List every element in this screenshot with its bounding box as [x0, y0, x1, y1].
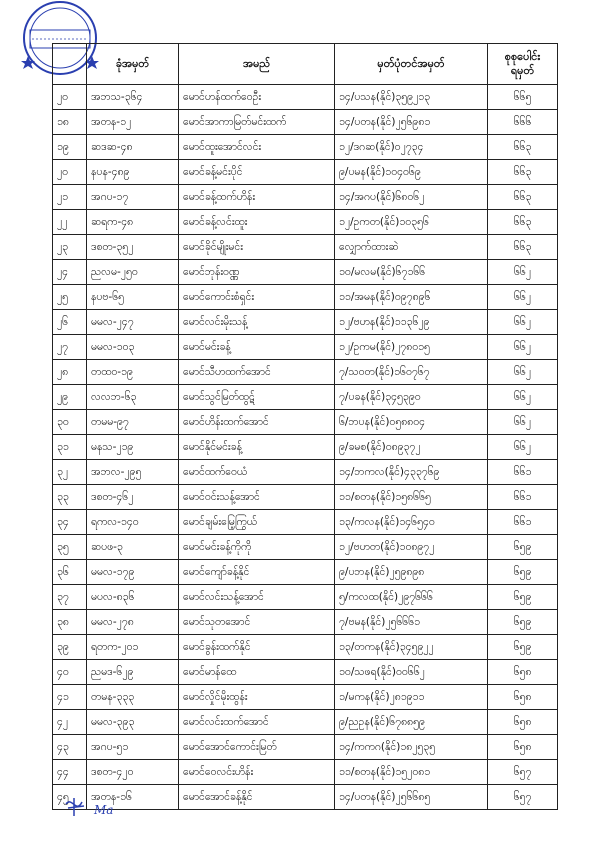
- row-number: ၁၈: [53, 110, 87, 135]
- signature-text: Ma: [94, 803, 114, 817]
- row-number: ၃၆: [53, 560, 87, 585]
- table-row: [53, 85, 558, 110]
- row-number: ၂၁: [53, 185, 87, 210]
- results-table: [52, 43, 558, 810]
- row-total-mark: ၆၆၁: [488, 485, 558, 510]
- row-seat-number: ဒစတ-၄၂၀: [87, 760, 179, 785]
- row-seat-number: ဒစတ-၄၆၂: [87, 485, 179, 510]
- row-name: မောင်လင်းမိုးသန့်: [179, 310, 335, 335]
- row-name: မောင်ခွန်းထက်နိုင်: [179, 635, 335, 660]
- row-nrc: ၁၃/ကလန(နိုင်)၁၄၆၅၄၀: [335, 510, 488, 535]
- row-number: ၃၅: [53, 535, 87, 560]
- table-row: [53, 285, 558, 310]
- row-number: ၃၀: [53, 410, 87, 435]
- row-nrc: ၇/သဝတ(နိုင်)၁၆၀၇၆၇: [335, 360, 488, 385]
- table-row: [53, 335, 558, 360]
- row-seat-number: မမလ-၂၇၈: [87, 610, 179, 635]
- table-row: [53, 735, 558, 760]
- table-row: [53, 485, 558, 510]
- header-mark-line1: စုစုပေါင်း: [504, 50, 541, 63]
- row-number: ၄၄: [53, 760, 87, 785]
- row-name: မောင်မာန်ထေ: [179, 660, 335, 685]
- row-nrc: ၁၁/စတန(နိုင်)၁၅၈၆၆၅: [335, 485, 488, 510]
- row-name: မောင်ခန့်မင်းပိုင်: [179, 160, 335, 185]
- row-number: ၃၂: [53, 460, 87, 485]
- table-row: [53, 360, 558, 385]
- table-body: [53, 85, 558, 810]
- row-nrc: ၁၃/တကန(နိုင်)၃၄၅၉၂၂: [335, 635, 488, 660]
- row-total-mark: ၆၆၂: [488, 285, 558, 310]
- row-name: မောင်ဟိန်းထက်အောင်: [179, 410, 335, 435]
- row-total-mark: ၆၅၉: [488, 535, 558, 560]
- row-seat-number: မမလ-၁၀၃: [87, 335, 179, 360]
- row-seat-number: ရကလ-၁၄၀: [87, 510, 179, 535]
- row-name: မောင်ဟန်ထက်ဝေဦး: [179, 85, 335, 110]
- row-nrc: ၁၀/သဖရ(နိုင်)၀၀၆၆၂: [335, 660, 488, 685]
- row-number: ၄၂: [53, 710, 87, 735]
- row-seat-number: မမလ-၃၉၃: [87, 710, 179, 735]
- row-nrc: ၁၄/ဘကလ(နိုင်)၄၃၃၇၆၉: [335, 460, 488, 485]
- row-total-mark: ၆၆၂: [488, 385, 558, 410]
- row-seat-number: ညမဒ-၆၂၉: [87, 660, 179, 685]
- table-row: [53, 410, 558, 435]
- table-row: [53, 435, 558, 460]
- row-name: မောင်ဝေလင်းဟိန်း: [179, 760, 335, 785]
- row-name: မောင်လင်းထက်အောင်: [179, 710, 335, 735]
- row-total-mark: ၆၆၅: [488, 85, 558, 110]
- row-nrc: ၁၄/ကကဂ(နိုင်)၁၈၂၅၃၅: [335, 735, 488, 760]
- row-name: မောင်ကျော်ခန့်နိုင်: [179, 560, 335, 585]
- row-nrc: ၉/ညဥန(နိုင်)၆၇၈၈၅၉: [335, 710, 488, 735]
- table-row: [53, 160, 558, 185]
- row-total-mark: ၆၅၉: [488, 585, 558, 610]
- row-total-mark: ၆၅၈: [488, 685, 558, 710]
- table-row: [53, 235, 558, 260]
- table-row: [53, 710, 558, 735]
- row-name: မောင်လင်းသန့်အောင်: [179, 585, 335, 610]
- row-seat-number: မပလ-၈၃၆: [87, 585, 179, 610]
- row-name: မောင်မင်းခန့်: [179, 335, 335, 360]
- row-total-mark: ၆၆၁: [488, 510, 558, 535]
- row-nrc: ၉/ပဘန(နိုင်)၂၅၉၈၉၈: [335, 560, 488, 585]
- row-name: မောင်ခိုင်မျိုးမင်း: [179, 235, 335, 260]
- row-nrc: ၁၁/အမန(နိုင်)၀၉၇၈၉၆: [335, 285, 488, 310]
- row-total-mark: ၆၆၂: [488, 310, 558, 335]
- row-name: မောင်သီဟထက်အောင်: [179, 360, 335, 385]
- table-row: [53, 260, 558, 285]
- row-nrc: ၇/ပခန(နိုင်)၃၄၅၃၉၀: [335, 385, 488, 410]
- row-name: မောင်ခန့်ထက်ဟိန်း: [179, 185, 335, 210]
- row-seat-number: အတန-၁၆: [87, 785, 179, 810]
- row-total-mark: ၆၆၂: [488, 410, 558, 435]
- row-total-mark: ၆၅၇: [488, 760, 558, 785]
- row-total-mark: ၆၆၃: [488, 185, 558, 210]
- row-total-mark: ၆၆၂: [488, 335, 558, 360]
- row-total-mark: ၆၆၃: [488, 235, 558, 260]
- row-total-mark: ၆၆၂: [488, 435, 558, 460]
- row-total-mark: ၆၆၆: [488, 110, 558, 135]
- row-seat-number: ရတက-၂၀၁: [87, 635, 179, 660]
- row-number: ၂၆: [53, 310, 87, 335]
- row-seat-number: ဆရက-၄၈: [87, 210, 179, 235]
- row-name: မောင်ထက်ဝေယံ: [179, 460, 335, 485]
- row-seat-number: အဘလ-၂၉၅: [87, 460, 179, 485]
- row-nrc: ၁၁/စတန(နိုင်)၁၅၂၀၈၁: [335, 760, 488, 785]
- row-seat-number: ဆဒဆ-၄၈: [87, 135, 179, 160]
- row-number: ၄၃: [53, 735, 87, 760]
- row-seat-number: မမလ-၂၄၇: [87, 310, 179, 335]
- table-header-row: [53, 44, 558, 85]
- row-seat-number: အတန-၁၂: [87, 110, 179, 135]
- row-number: ၂၃: [53, 235, 87, 260]
- table-row: [53, 385, 558, 410]
- row-name: မောင်ဘုန်းဝဏ္ဏ: [179, 260, 335, 285]
- row-name: မောင်ထူးအောင်လင်း: [179, 135, 335, 160]
- table-row: [53, 110, 558, 135]
- row-number: ၃၁: [53, 435, 87, 460]
- table-row: [53, 460, 558, 485]
- row-nrc: ၁၀/မလမ(နိုင်)၆၇၁၆၆: [335, 260, 488, 285]
- row-nrc: ၁၂/ဥကတ(နိုင်)၁၀၃၅၆: [335, 210, 488, 235]
- row-total-mark: ၆၆၃: [488, 210, 558, 235]
- header-reg: ခုံအမှတ်: [87, 44, 179, 85]
- row-seat-number: နပဗ-၆၅: [87, 285, 179, 310]
- row-nrc: ၁၂/ဥကမ(နိုင်)၂၇၈၀၁၅: [335, 335, 488, 360]
- header-nrc: မှတ်ပုံတင်အမှတ်: [335, 44, 488, 85]
- row-name: မောင်လှိုင်မိုးထွန်း: [179, 685, 335, 710]
- row-name: မောင်ခန့်လင်းထူး: [179, 210, 335, 235]
- table-row: [53, 310, 558, 335]
- row-name: မောင်အောင်ကောင်းမြတ်: [179, 735, 335, 760]
- row-number: ၄၁: [53, 685, 87, 710]
- row-total-mark: ၆၅၈: [488, 735, 558, 760]
- row-nrc: ၁၄/ပတန(နိုင်)၂၅၆၉၈၁: [335, 110, 488, 135]
- row-number: ၁၉: [53, 135, 87, 160]
- row-number: ၂၂: [53, 210, 87, 235]
- table-row: [53, 610, 558, 635]
- row-nrc: ၅/ကလထ(နိုင်)၂၉၇၆၆၆: [335, 585, 488, 610]
- row-name: မောင်အောင်ခန့်နိုင်: [179, 785, 335, 810]
- row-seat-number: ဆပဖ-၃: [87, 535, 179, 560]
- header-mark-line2: ရမှတ်: [510, 64, 535, 77]
- table-row: [53, 535, 558, 560]
- row-nrc: ၉/ခမစ(နိုင်)၀၈၉၃၇၂: [335, 435, 488, 460]
- row-number: ၃၉: [53, 635, 87, 660]
- table-row: [53, 760, 558, 785]
- row-seat-number: အဂပ-၅၁: [87, 735, 179, 760]
- row-name: မောင်ချမ်းမြေ့ကြွယ်: [179, 510, 335, 535]
- table-row: [53, 660, 558, 685]
- row-number: ၂၄: [53, 260, 87, 285]
- header-mark: [488, 44, 558, 85]
- row-number: ၂၈: [53, 360, 87, 385]
- row-seat-number: ညလမ-၂၅၀: [87, 260, 179, 285]
- row-nrc: ၁၂/ဗဟတ(နိုင်)၁၀၈၉၇၂: [335, 535, 488, 560]
- table-row: [53, 585, 558, 610]
- row-number: ၃၇: [53, 585, 87, 610]
- row-seat-number: တထဝ-၁၉: [87, 360, 179, 385]
- table-row: [53, 510, 558, 535]
- row-number: ၂၉: [53, 385, 87, 410]
- row-total-mark: ၆၅၉: [488, 560, 558, 585]
- table-row: [53, 210, 558, 235]
- row-total-mark: ၆၆၂: [488, 260, 558, 285]
- row-total-mark: ၆၆၃: [488, 160, 558, 185]
- row-name: မောင်ကောင်းစံရှင်း: [179, 285, 335, 310]
- row-total-mark: ၆၅၉: [488, 635, 558, 660]
- row-nrc: ၁၄/ပတန(နိုင်)၂၅၆၆၈၅: [335, 785, 488, 810]
- signature: [62, 792, 142, 822]
- row-name: မောင်ဝင်းသန့်အောင်: [179, 485, 335, 510]
- table-row: [53, 135, 558, 160]
- row-nrc: ၁၄/အဂပ(နိုင်)၆၈၀၆၂: [335, 185, 488, 210]
- header-no: [53, 44, 87, 85]
- row-number: ၃၈: [53, 610, 87, 635]
- row-total-mark: ၆၅၇: [488, 785, 558, 810]
- row-nrc: ၁၂/ဗဟန(နိုင်)၁၁၃၆၂၉: [335, 310, 488, 335]
- row-seat-number: လလဘ-၆၃: [87, 385, 179, 410]
- row-number: ၄၀: [53, 660, 87, 685]
- row-number: ၂၇: [53, 335, 87, 360]
- row-total-mark: ၆၆၁: [488, 460, 558, 485]
- row-name: မောင်သွင်မြတ်ထွဋ်: [179, 385, 335, 410]
- row-total-mark: ၆၆၃: [488, 135, 558, 160]
- row-name: မောင်အာကာမြတ်မင်းထက်: [179, 110, 335, 135]
- table-row: [53, 635, 558, 660]
- table-row: [53, 560, 558, 585]
- row-nrc: လျှောက်ထားဆဲ: [335, 235, 488, 260]
- row-name: မောင်နိုင်မင်းခန့်: [179, 435, 335, 460]
- row-total-mark: ၆၅၈: [488, 660, 558, 685]
- header-name: အမည်: [179, 44, 335, 85]
- row-seat-number: တမန-၃၃၃: [87, 685, 179, 710]
- row-seat-number: မနသ-၂၁၉: [87, 435, 179, 460]
- row-seat-number: နပန-၄၈၉: [87, 160, 179, 185]
- row-seat-number: တမမ-၉၇: [87, 410, 179, 435]
- table-row: [53, 185, 558, 210]
- row-number: ၄၅: [53, 785, 87, 810]
- row-nrc: ၁၄/ပသန(နိုင်)၃၅၉၂၁၃: [335, 85, 488, 110]
- row-name: မောင်မင်းခန့်ကိုကို: [179, 535, 335, 560]
- row-seat-number: အဘသ-၃၆၄: [87, 85, 179, 110]
- row-name: မောင်သုတအောင်: [179, 610, 335, 635]
- row-seat-number: ဒစတ-၃၅၂: [87, 235, 179, 260]
- row-nrc: ၁၂/ဒဂဆ(နိုင်)၀၂၇၃၄: [335, 135, 488, 160]
- table-row: [53, 685, 558, 710]
- row-number: ၃၃: [53, 485, 87, 510]
- row-nrc: ၇/ဗမန(နိုင်)၂၅၆၆၆၁: [335, 610, 488, 635]
- row-seat-number: မမလ-၁၇၉: [87, 560, 179, 585]
- row-number: ၂၀: [53, 85, 87, 110]
- row-nrc: ၁/မကန(နိုင်)၂၈၁၉၁၁: [335, 685, 488, 710]
- row-nrc: ၆/ဘပန(နိုင်)၀၅၈၈၀၄: [335, 410, 488, 435]
- row-number: ၂၅: [53, 285, 87, 310]
- row-seat-number: အဂပ-၁၇: [87, 185, 179, 210]
- row-total-mark: ၆၅၉: [488, 610, 558, 635]
- row-number: ၃၄: [53, 510, 87, 535]
- row-total-mark: ၆၅၈: [488, 710, 558, 735]
- row-number: ၂၀: [53, 160, 87, 185]
- row-total-mark: ၆၆၂: [488, 360, 558, 385]
- row-nrc: ၉/ပမန(နိုင်)၁၀၄၀၆၉: [335, 160, 488, 185]
